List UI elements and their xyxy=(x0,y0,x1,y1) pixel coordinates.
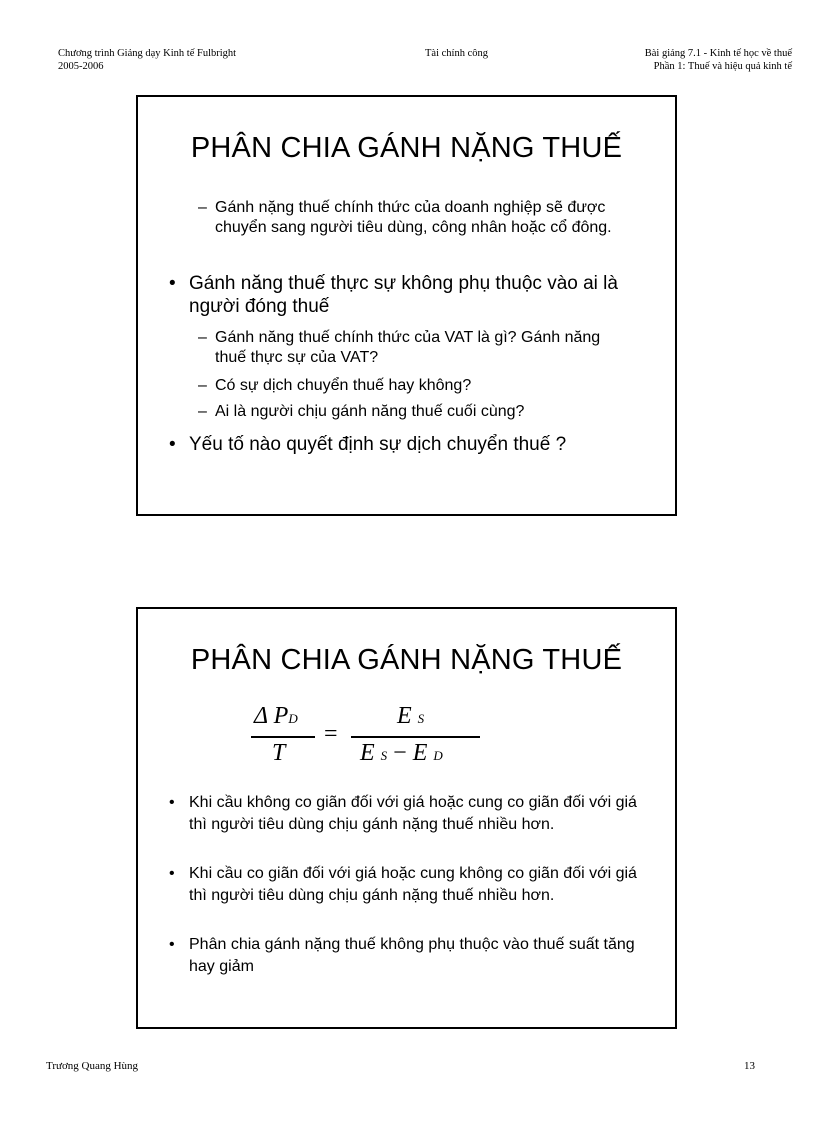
formula-lhs-denominator: T xyxy=(272,740,286,766)
header-program xyxy=(58,47,236,73)
slide-2-title: PHÂN CHIA GÁNH NẶNG THUẾ xyxy=(190,644,623,676)
formula-rhs-fraction-bar xyxy=(351,736,480,738)
bullet-marker: • xyxy=(169,794,175,811)
page-number: 13 xyxy=(744,1060,755,1072)
footer-author: Trương Quang Hùng xyxy=(46,1060,139,1072)
slide-1-item-1 xyxy=(198,198,635,238)
dash-marker: – xyxy=(198,403,207,420)
slide-2-item-3 xyxy=(169,934,649,978)
header-lecture xyxy=(645,47,792,73)
slide-1 xyxy=(136,95,677,516)
slide-1-item-2 xyxy=(169,272,669,318)
dash-marker: – xyxy=(198,329,207,346)
formula-lhs-numerator: Δ PD xyxy=(254,703,298,729)
item-text: Phân chia gánh nặng thuế không phụ thuộc vào thuế suất tăng hay giảm xyxy=(189,936,635,975)
formula-rhs-denominator: E S − E D xyxy=(360,740,443,766)
formula-equals: = xyxy=(324,721,338,747)
slide-1-title: PHÂN CHIA GÁNH NẶNG THUẾ xyxy=(190,132,623,164)
dash-marker: – xyxy=(198,377,207,394)
item-text: Gánh năng thuế thực sự không phụ thuộc vào ai là người đóng thuế xyxy=(189,273,618,317)
formula-lhs-fraction-bar xyxy=(251,736,315,738)
header-year: 2005-2006 xyxy=(58,61,104,72)
tax-incidence-formula xyxy=(138,609,675,779)
slide-1-item-4 xyxy=(198,376,635,396)
bullet-marker: • xyxy=(169,434,176,455)
item-text: Gánh nặng thuế chính thức của doanh nghiệp sẽ được chuyển sang người tiêu dùng, công nhân hoặc cổ đông. xyxy=(215,199,612,236)
slide-2-item-2 xyxy=(169,863,649,907)
bullet-marker: • xyxy=(169,273,176,294)
slide-1-item-6 xyxy=(169,433,669,456)
item-text: Khi cầu co giãn đối với giá hoặc cung không co giãn đối với giá thì người tiêu dùng chịu gánh nặng thuế nhiều hơn. xyxy=(189,865,637,904)
slide-1-item-3 xyxy=(198,328,635,368)
formula-rhs-numerator: E S xyxy=(397,703,425,729)
header-program-name: Chương trình Giảng dạy Kinh tế Fulbright xyxy=(58,48,237,59)
header-part-title: Phần 1: Thuế và hiệu quả kinh tế xyxy=(653,61,792,72)
item-text: Có sự dịch chuyển thuế hay không? xyxy=(215,377,472,394)
bullet-marker: • xyxy=(169,865,175,882)
slide-2-item-1 xyxy=(169,792,649,836)
item-text: Khi cầu không co giãn đối với giá hoặc cung co giãn đối với giá thì người tiêu dùng chịu gánh nặng thuế nhiều hơn. xyxy=(189,794,637,833)
bullet-marker: • xyxy=(169,936,175,953)
header-course: Tài chính công xyxy=(425,48,488,59)
slide-2 xyxy=(136,607,677,1029)
header-lecture-title: Bài giảng 7.1 - Kinh tế học về thuế xyxy=(644,48,792,59)
dash-marker: – xyxy=(198,199,207,216)
item-text: Ai là người chịu gánh năng thuế cuối cùng? xyxy=(215,403,525,420)
item-text: Gánh năng thuế chính thức của VAT là gì? Gánh năng thuế thực sự của VAT? xyxy=(215,329,601,366)
slide-1-item-5 xyxy=(198,402,635,422)
item-text: Yếu tố nào quyết định sự dịch chuyển thuế ? xyxy=(189,434,567,455)
